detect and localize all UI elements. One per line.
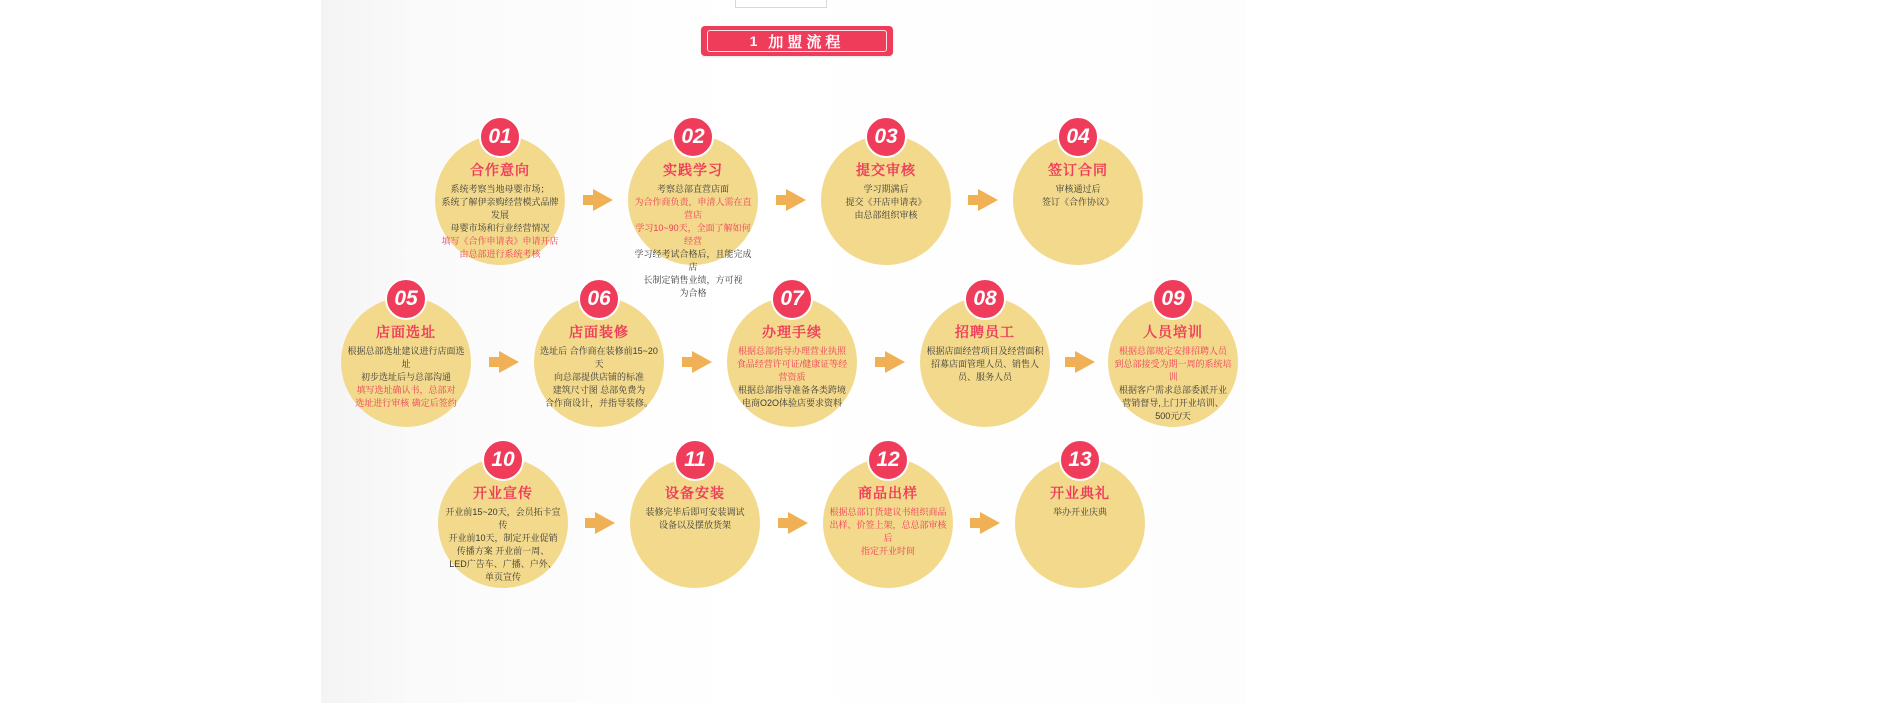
step-title-08: 招聘员工 <box>955 324 1015 340</box>
flow-step-09 <box>1108 287 1238 427</box>
step-badge-05: 05 <box>385 278 427 320</box>
step-body-line: 母婴市场和行业经营情况 <box>450 223 550 233</box>
top-tab-stub <box>735 0 827 8</box>
flow-step-01 <box>435 125 565 265</box>
step-body-line: 营销督导,上门开业培训、 <box>1122 398 1224 408</box>
step-body-12 <box>829 506 947 558</box>
step-body-08 <box>926 345 1044 384</box>
arrow-icon <box>788 512 808 534</box>
step-body-line: 根据总部订货建议书组织商品 <box>829 507 947 517</box>
arrow-icon <box>499 351 519 373</box>
step-body-line: 根据总部指导准备各类跨境 <box>737 385 846 395</box>
step-body-line: 装修完毕后即可安装调试 <box>645 507 745 517</box>
flow-step-11 <box>630 448 760 588</box>
step-body-line: 开业前10天，制定开业促销 <box>448 533 558 543</box>
step-title-01: 合作意向 <box>470 162 530 178</box>
step-body-line: 学习经考试合格后，且能完成店 <box>634 249 752 272</box>
section-title: 加盟流程 <box>768 33 845 51</box>
step-body-line: 为合作商负责，申清人需在直营店 <box>634 197 752 220</box>
arrow-stem <box>585 518 595 528</box>
step-body-line: 根据总部指导办理营业执照 <box>737 346 846 356</box>
step-body-line: 填写选址确认书，总部对 <box>356 385 456 395</box>
step-badge-06: 06 <box>578 278 620 320</box>
step-body-line: 传播方案 开业前一周、 <box>456 546 550 556</box>
step-body-line: 签订《合作协议》 <box>1041 197 1114 207</box>
step-body-05 <box>347 345 465 410</box>
step-body-line: 由总部组织审核 <box>854 210 918 220</box>
flow-step-08 <box>920 287 1050 427</box>
step-title-03: 提交审核 <box>856 162 916 178</box>
step-body-line: 向总部提供店铺的标准 <box>553 372 644 382</box>
step-body-line: 根据客户需求总部委派开业 <box>1118 385 1227 395</box>
step-body-11 <box>636 506 754 532</box>
step-body-10 <box>444 506 562 584</box>
step-badge-08: 08 <box>964 278 1006 320</box>
step-body-line: 填写《合作申请表》申请开店 <box>441 236 559 246</box>
step-body-line: 根据店面经营项目及经营面积 <box>926 346 1044 356</box>
step-body-line: 根据总部选址建议进行店面选址 <box>347 346 465 369</box>
step-body-line: 单页宣传 <box>484 572 521 582</box>
step-body-line: 合作商设计，并指导装修。 <box>544 398 653 408</box>
step-body-line: 系统了解伊亲购经营模式品牌发展 <box>441 197 559 220</box>
step-badge-01: 01 <box>479 116 521 158</box>
step-body-line: 500元/天 <box>1155 411 1191 421</box>
flow-step-03 <box>821 125 951 265</box>
step-body-line: 为合格 <box>679 288 707 298</box>
step-body-line: 指定开业时间 <box>860 546 915 556</box>
step-title-12: 商品出样 <box>858 485 918 501</box>
step-body-06 <box>540 345 658 410</box>
arrow-stem <box>970 518 980 528</box>
step-body-line: 根据总部规定安排招聘人员 <box>1118 346 1227 356</box>
step-body-09 <box>1114 345 1232 423</box>
step-body-line: 员、服务人员 <box>957 372 1012 382</box>
arrow-icon <box>786 189 806 211</box>
step-badge-11: 11 <box>674 439 716 481</box>
step-badge-10: 10 <box>482 439 524 481</box>
arrow-icon <box>978 189 998 211</box>
flow-step-07 <box>727 287 857 427</box>
step-body-line: 长制定销售业绩，方可视 <box>643 275 743 285</box>
step-body-line: 开业前15~20天，会员拓卡宣传 <box>445 507 561 530</box>
step-body-line: 审核通过后 <box>1055 184 1101 194</box>
step-body-line: 学习期满后 <box>863 184 909 194</box>
step-badge-03: 03 <box>865 116 907 158</box>
step-body-line: 电商O2O体验店要求资料 <box>741 398 842 408</box>
step-title-05: 店面选址 <box>376 324 436 340</box>
step-badge-09: 09 <box>1152 278 1194 320</box>
step-title-13: 开业典礼 <box>1050 485 1110 501</box>
step-body-04 <box>1019 183 1137 209</box>
step-title-10: 开业宣传 <box>473 485 533 501</box>
step-title-11: 设备安装 <box>665 485 725 501</box>
section-number: 1 <box>749 33 759 49</box>
arrow-stem <box>776 195 786 205</box>
arrow-icon <box>595 512 615 534</box>
arrow-stem <box>489 357 499 367</box>
arrow-stem <box>778 518 788 528</box>
flow-step-06 <box>534 287 664 427</box>
arrow-icon <box>980 512 1000 534</box>
step-body-line: 食品经营许可证/健康证等经营资质 <box>736 359 848 382</box>
arrow-stem <box>682 357 692 367</box>
step-title-09: 人员培训 <box>1143 324 1203 340</box>
step-body-line: 举办开业庆典 <box>1052 507 1107 517</box>
arrow-stem <box>875 357 885 367</box>
step-badge-02: 02 <box>672 116 714 158</box>
flow-step-02 <box>628 125 758 298</box>
step-body-line: 初步选址后与总部沟通 <box>360 372 451 382</box>
step-body-line: 选址进行审核 确定后签约 <box>355 398 457 408</box>
step-badge-04: 04 <box>1057 116 1099 158</box>
step-title-02: 实践学习 <box>663 162 723 178</box>
step-body-line: 由总部进行系统考核 <box>459 249 541 259</box>
step-body-line: 设备以及摆放货架 <box>658 520 731 530</box>
section-banner <box>701 26 893 56</box>
step-body-02 <box>634 183 752 300</box>
step-body-line: 提交《开店申请表》 <box>845 197 927 207</box>
step-body-line: 出样、价签上架，总总部审核后 <box>829 520 947 543</box>
step-title-06: 店面装修 <box>569 324 629 340</box>
section-banner-inner <box>707 30 887 52</box>
arrow-icon <box>885 351 905 373</box>
step-badge-12: 12 <box>867 439 909 481</box>
step-body-line: 系统考察当地母婴市场； <box>450 184 550 194</box>
step-body-line: 选址后 合作商在装修前15~20天 <box>540 346 658 369</box>
step-body-line: 建筑尺寸图 总部免费为 <box>552 385 646 395</box>
step-body-07 <box>733 345 851 410</box>
step-body-line: LED广告车、广播、户外、 <box>449 559 557 569</box>
step-body-line: 考察总部直营店面 <box>656 184 729 194</box>
step-badge-13: 13 <box>1059 439 1101 481</box>
arrow-stem <box>968 195 978 205</box>
arrow-icon <box>1075 351 1095 373</box>
step-body-line: 到总部接受为期一周的系统培训 <box>1114 359 1232 382</box>
arrow-icon <box>692 351 712 373</box>
step-title-07: 办理手续 <box>762 324 822 340</box>
flow-step-13 <box>1015 448 1145 588</box>
arrow-icon <box>593 189 613 211</box>
arrow-stem <box>1065 357 1075 367</box>
step-body-line: 学习10~90天，全面了解如何经营 <box>635 223 751 246</box>
step-body-01 <box>441 183 559 261</box>
flow-step-04 <box>1013 125 1143 265</box>
step-title-04: 签订合同 <box>1048 162 1108 178</box>
arrow-stem <box>583 195 593 205</box>
flow-step-05 <box>341 287 471 427</box>
flow-step-12 <box>823 448 953 588</box>
step-body-13 <box>1021 506 1139 519</box>
step-badge-07: 07 <box>771 278 813 320</box>
flow-step-10 <box>438 448 568 588</box>
step-body-03 <box>827 183 945 222</box>
step-body-line: 招募店面管理人员、销售人 <box>930 359 1039 369</box>
